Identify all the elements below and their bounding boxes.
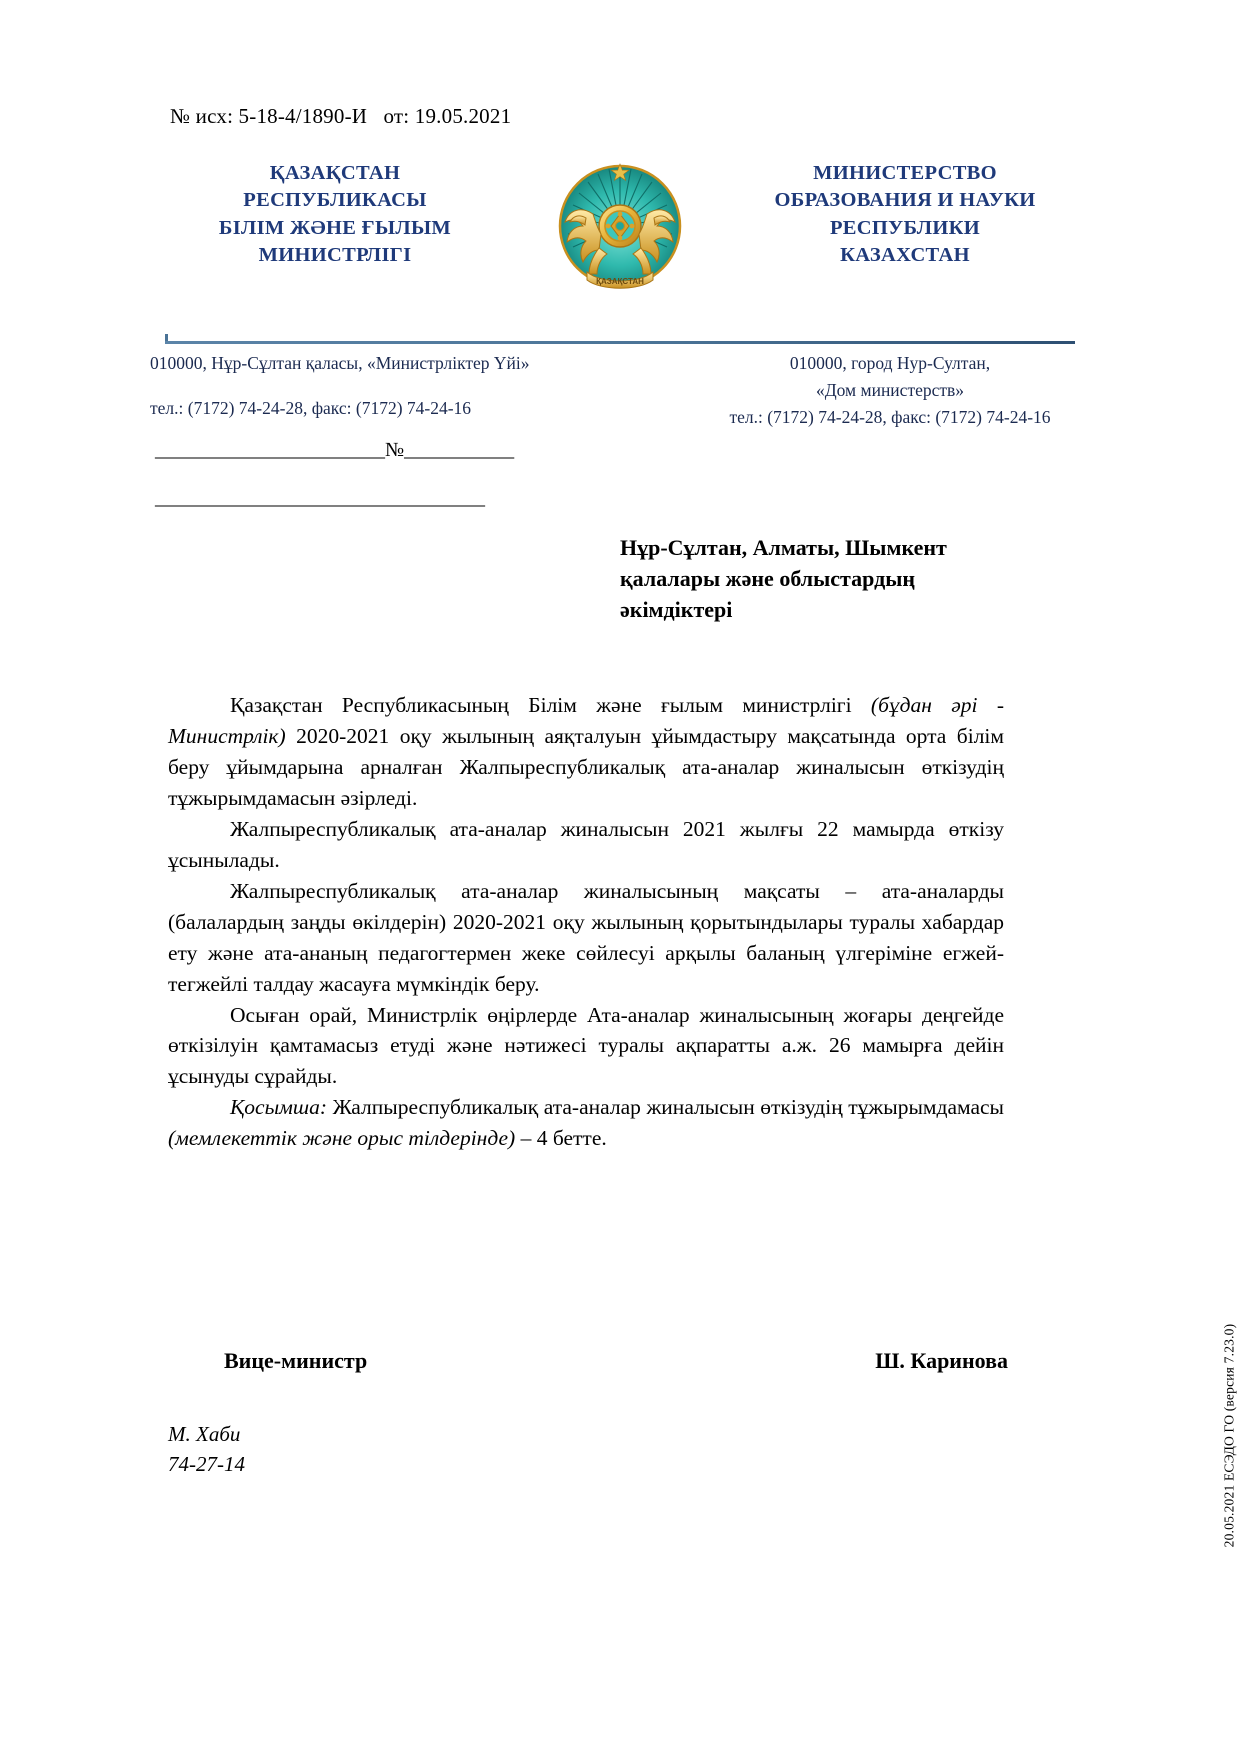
p5-text-b: – 4 бетте. [515, 1126, 607, 1151]
blank-second-line: _________________________________ [155, 487, 485, 509]
p1-italic: (бұдан әрі - Министрлік) [168, 693, 1004, 748]
address-russian [690, 350, 1090, 431]
signature-block [168, 1348, 1008, 1374]
addressee-line-1: Нұр-Сұлтан, Алматы, Шымкент [620, 535, 947, 560]
address-russian-street-1: 010000, город Нур-Султан, [789, 353, 991, 373]
letterhead [150, 158, 1090, 294]
letterhead-kazakh-line-4: МИНИСТРЛІГІ [258, 243, 412, 266]
addressee-line-3: әкімдіктері [620, 597, 733, 623]
document-body [168, 690, 1004, 1154]
letterhead-russian [720, 158, 1090, 269]
address-russian-phone: тел.: (7172) 74-24-28, факс: (7172) 74-24-16 [729, 407, 1051, 428]
divider-tick [165, 334, 168, 341]
body-paragraph-1 [168, 690, 1004, 814]
letterhead-russian-line-2: ОБРАЗОВАНИЯ И НАУКИ [774, 189, 1036, 212]
p1-text-a: Қазақстан Республикасының Білім және ғылым министрлігі [230, 693, 871, 717]
blank-fields [155, 440, 514, 508]
executor-phone: 74-27-14 [168, 1451, 245, 1476]
body-paragraph-2: Жалпыреспубликалық ата-аналар жиналысын 2021 жылғы 22 мамырда өткізу ұсынылады. [168, 816, 1004, 872]
address-kazakh-phone: тел.: (7172) 74-24-28, факс: (7172) 74-24-16 [150, 398, 472, 419]
executor-block [168, 1420, 245, 1480]
document-reference: № исх: 5-18-4/1890-И от: 19.05.2021 [170, 104, 512, 128]
body-paragraph-3: Жалпыреспубликалық ата-аналар жиналысының мақсаты – ата-аналарды (балалардың заңды өкілдерін) 2020-2021 оқу жылының қорытындылары туралы хабардар ету және ата-ананың педагогтермен жеке сөйлесуі арқылы баланың үлгеріміне егжей-тегжейлі талдау жасауға мүмкіндік беру. [168, 878, 1004, 996]
addressee-line-2: қалалары және облыстардың [620, 566, 916, 592]
letterhead-kazakh-line-2: РЕСПУБЛИКАСЫ [243, 189, 427, 212]
address-russian-street-2: «Дом министерств» [815, 380, 965, 401]
executor-name: М. Хаби [168, 1422, 241, 1446]
header-divider [165, 341, 1075, 344]
kazakhstan-coat-of-arms-icon [553, 160, 687, 294]
p5-italic-label: Қосымша: [230, 1095, 327, 1120]
address-kazakh [150, 350, 620, 431]
body-paragraph-5 [168, 1092, 1004, 1154]
svg-text:ҚАЗАҚСТАН: ҚАЗАҚСТАН [596, 277, 644, 286]
letterhead-russian-line-4: КАЗАХСТАН [840, 243, 970, 266]
p5-text-a: Жалпыреспубликалық ата-аналар жиналысын өткізудің тұжырымдамасы [327, 1095, 1004, 1120]
letterhead-kazakh-line-3: БІЛІМ ЖӘНЕ ҒЫЛЫМ [218, 216, 452, 239]
letterhead-kazakh [150, 158, 520, 269]
blank-number-line: _______________________№___________ [155, 439, 515, 461]
edms-vertical-stamp: 20.05.2021 ЕСЭДО ГО (версия 7.23.0) [1222, 1323, 1237, 1548]
body-paragraph-4: Осыған орай, Министрлік өңірлерде Ата-аналар жиналысының жоғары деңгейде өткізілуін қамтамасыз етуді және нәтижесі туралы ақпаратты а.ж. 26 мамырға дейін ұсынуды сұрайды. [168, 1002, 1004, 1089]
emblem-container [545, 158, 695, 294]
addressee-block [620, 532, 1040, 626]
letterhead-russian-line-1: МИНИСТЕРСТВО [813, 162, 997, 184]
signature-position: Вице-министр [224, 1348, 368, 1373]
letterhead-kazakh-line-1: ҚАЗАҚСТАН [269, 162, 401, 184]
letterhead-russian-line-3: РЕСПУБЛИКИ [829, 216, 981, 239]
p1-text-b: 2020-2021 оқу жылының аяқталуын ұйымдастыру мақсатында орта білім беру ұйымдарына арналған Жалпыреспубликалық ата-аналар жиналысын өткізудің тұжырымдамасын әзірледі. [168, 723, 1004, 810]
address-block [150, 350, 1090, 431]
signature-name: Ш. Каринова [875, 1348, 1008, 1373]
address-kazakh-street: 010000, Нұр-Сұлтан қаласы, «Министрліктер Үйі» [150, 353, 530, 373]
p5-italic-languages: (мемлекеттік және орыс тілдерінде) [168, 1126, 516, 1151]
